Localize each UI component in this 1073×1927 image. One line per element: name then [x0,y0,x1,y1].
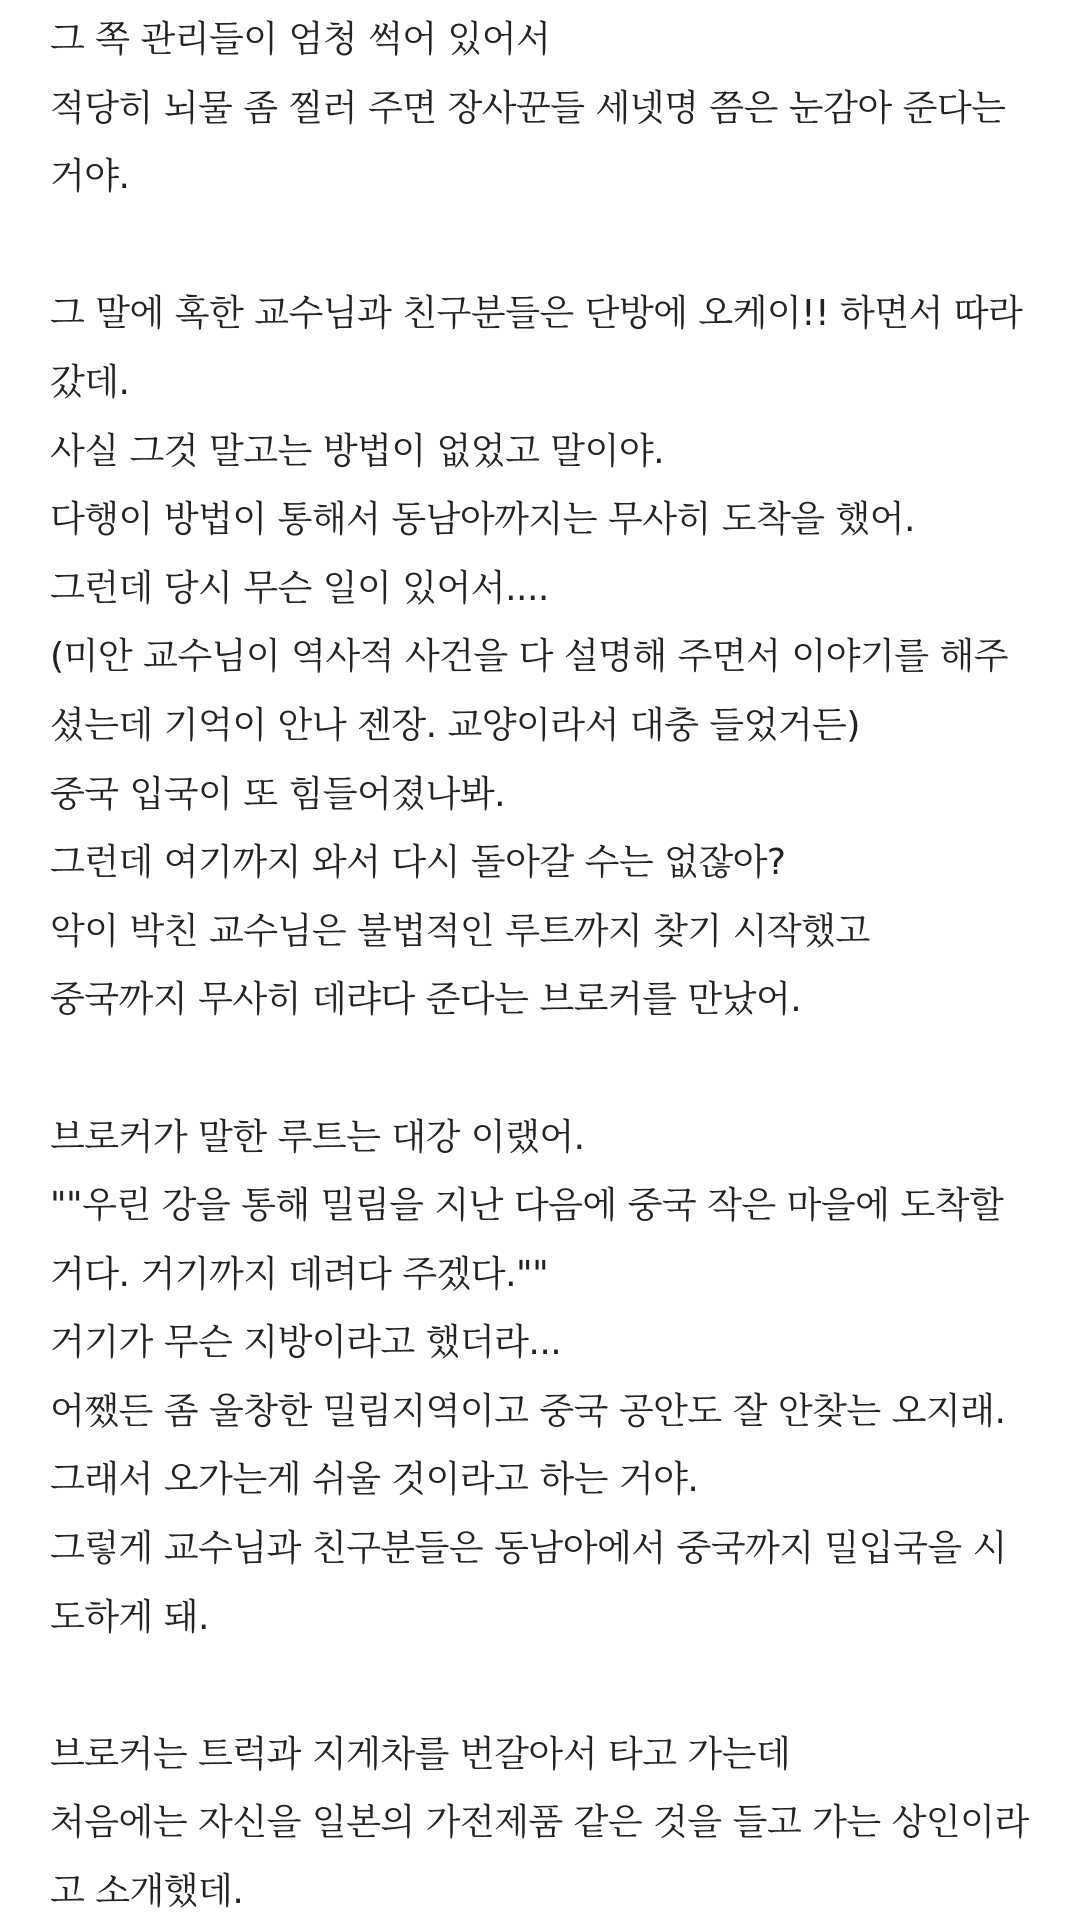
text-line: 그 쪽 관리들이 엄청 썩어 있어서 [50,19,551,60]
text-line: (미안 교수님이 역사적 사건을 다 설명해 주면서 이야기를 해주 [50,636,1008,678]
text-line: 그래서 오가는게 쉬울 것이라고 하는 거야. [50,1459,699,1501]
text-line: 거기가 무슨 지방이라고 했더라... [50,1322,562,1364]
text-line: 그런데 당시 무슨 일이 있어서.... [50,567,549,609]
text-line: 갔데. [50,361,130,403]
paragraph-break [50,1652,1040,1721]
text-line: 브로커는 트럭과 지게차를 번갈아서 타고 가는데 [50,1733,791,1775]
text-line: ""우린 강을 통해 밀림을 지난 다음에 중국 작은 마을에 도착할 [50,1185,1004,1227]
text-line: 적당히 뇌물 좀 찔러 주면 장사꾼들 세넷명 쯤은 눈감아 준다는 [50,87,1006,129]
text-line: 처음에는 자신을 일본의 가전제품 같은 것을 들고 가는 상인이라 [50,1802,1029,1844]
text-line: 셨는데 기억이 안나 젠장. 교양이라서 대충 들었거든) [50,704,860,746]
text-line: 거야. [50,156,130,198]
text-line: 중국까지 무사히 데랴다 준다는 브로커를 만났어. [50,979,802,1021]
article-body [50,6,1040,1927]
text-line: 그런데 여기까지 와서 다시 돌아갈 수는 없잖아? [50,842,786,884]
text-line: 그 말에 혹한 교수님과 친구분들은 단방에 오케이!! 하면서 따라 [50,293,1023,335]
text-line: 브로커가 말한 루트는 대강 이랬어. [50,1116,585,1158]
text-line: 고 소개했데. [50,1871,244,1913]
text-line: 그렇게 교수님과 친구분들은 동남아에서 중국까지 밀입국을 시 [50,1528,1007,1570]
text-line: 도하게 돼. [50,1596,209,1638]
text-line: 어쨌든 좀 울창한 밀림지역이고 중국 공안도 잘 안찾는 오지래. [50,1390,1006,1432]
text-line: 악이 박친 교수님은 불법적인 루트까지 찾기 시작했고 [50,910,870,952]
text-line: 다행이 방법이 통해서 동남아까지는 무사히 도착을 했어. [50,499,915,541]
paragraph-break [50,1035,1040,1104]
paragraph-break [50,212,1040,281]
text-line: 중국 입국이 또 힘들어졌나봐. [50,773,506,815]
text-line: 사실 그것 말고는 방법이 없었고 말이야. [50,430,665,472]
text-line: 거다. 거기까지 데려다 주겠다."" [50,1253,549,1295]
